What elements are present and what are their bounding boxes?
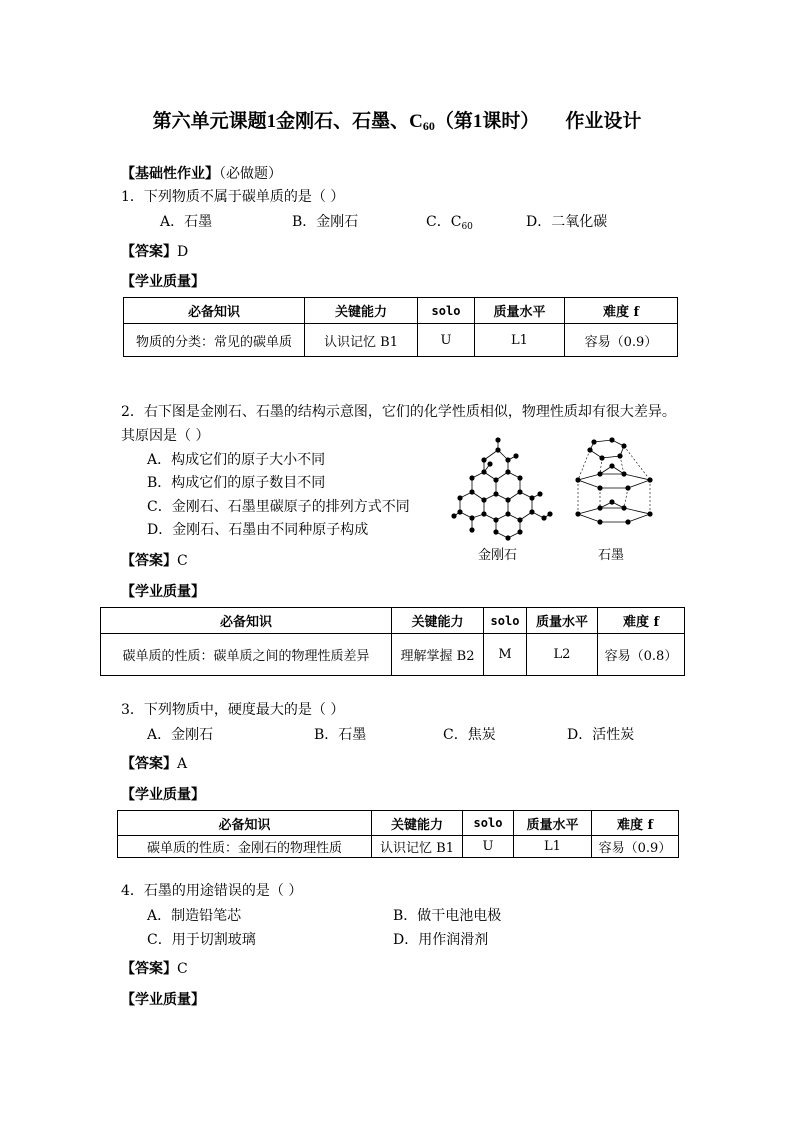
q2-stem-2: 其原因是（ ） xyxy=(121,428,210,444)
cell-solo: M xyxy=(484,634,527,676)
cell-knowledge: 物质的分类：常见的碳单质 xyxy=(124,324,305,357)
table-row xyxy=(118,836,679,858)
q3-option-a: A．金刚石 xyxy=(147,727,214,743)
cell-ability: 理解掌握 B2 xyxy=(392,634,484,676)
col-difficulty: 难度 f xyxy=(592,811,679,836)
cell-difficulty: 容易（0.9） xyxy=(565,324,678,357)
diamond-caption: 金刚石 xyxy=(478,548,518,563)
q3-option-c: C．焦炭 xyxy=(443,727,496,743)
q2-option-d: D．金刚石、石墨由不同种原子构成 xyxy=(147,522,369,538)
q3-quality-table xyxy=(117,810,679,858)
q1-option-a: A．石墨 xyxy=(160,214,213,230)
col-knowledge: 必备知识 xyxy=(118,811,372,836)
cell-level: L2 xyxy=(527,634,598,676)
col-difficulty: 难度 f xyxy=(598,608,685,634)
page-title: 第六单元课题1金刚石、石墨、$C_{60}$（第1课时） 作业设计 xyxy=(152,111,642,133)
q1-option-c: C．$C_{60}$ xyxy=(426,214,473,232)
cell-difficulty: 容易（0.8） xyxy=(598,634,685,676)
q4-stem: 4．石墨的用途错误的是（ ） xyxy=(121,883,303,899)
diamond-structure-figure xyxy=(446,434,556,542)
q2-stem: 2．右下图是金刚石、石墨的结构示意图，它们的化学性质相似，物理性质却有很大差异。 xyxy=(121,404,676,420)
col-difficulty: 难度 f xyxy=(565,298,678,324)
cell-level: L1 xyxy=(514,836,592,858)
col-level: 质量水平 xyxy=(527,608,598,634)
graphite-structure-figure xyxy=(566,436,662,528)
q2-option-a: A．构成它们的原子大小不同 xyxy=(147,452,326,468)
q2-option-c: C．金刚石、石墨里碳原子的排列方式不同 xyxy=(147,499,410,515)
q3-option-d: D．活性炭 xyxy=(567,727,635,743)
q4-option-c: C．用于切割玻璃 xyxy=(147,932,256,948)
cell-solo: U xyxy=(418,324,475,357)
section-heading: 【基础性作业】（必做题） xyxy=(121,166,282,182)
col-level: 质量水平 xyxy=(475,298,565,324)
q1-option-b: B．金刚石 xyxy=(292,214,359,230)
q3-stem: 3．下列物质中，硬度最大的是（ ） xyxy=(121,702,345,718)
q4-quality-label: 【学业质量】 xyxy=(121,992,205,1008)
col-level: 质量水平 xyxy=(514,811,592,836)
col-ability: 关键能力 xyxy=(372,811,463,836)
cell-knowledge: 碳单质的性质：金刚石的物理性质 xyxy=(118,836,372,858)
graphite-caption: 石墨 xyxy=(598,548,625,563)
cell-level: L1 xyxy=(475,324,565,357)
col-ability: 关键能力 xyxy=(305,298,418,324)
q1-quality-label: 【学业质量】 xyxy=(121,274,205,290)
q3-quality-label: 【学业质量】 xyxy=(121,787,205,803)
col-knowledge: 必备知识 xyxy=(124,298,305,324)
q4-option-a: A．制造铅笔芯 xyxy=(147,908,242,924)
col-ability: 关键能力 xyxy=(392,608,484,634)
q4-option-b: B．做干电池电极 xyxy=(393,908,502,924)
cell-ability: 认识记忆 B1 xyxy=(372,836,463,858)
table-row xyxy=(124,324,678,357)
cell-ability: 认识记忆 B1 xyxy=(305,324,418,357)
q2-quality-label: 【学业质量】 xyxy=(121,584,205,600)
col-solo: solo xyxy=(418,298,475,324)
table-row xyxy=(101,634,685,676)
q4-option-d: D．用作润滑剂 xyxy=(393,932,489,948)
q2-option-b: B．构成它们的原子数目不同 xyxy=(147,475,326,491)
q1-answer: 【答案】D xyxy=(121,244,189,260)
col-knowledge: 必备知识 xyxy=(101,608,392,634)
q4-answer: 【答案】C xyxy=(121,961,188,977)
q3-option-b: B．石墨 xyxy=(314,727,367,743)
q1-quality-table xyxy=(123,297,678,357)
col-solo: solo xyxy=(484,608,527,634)
cell-solo: U xyxy=(463,836,514,858)
q1-option-d: D．二氧化碳 xyxy=(526,214,608,230)
cell-difficulty: 容易（0.9） xyxy=(592,836,679,858)
col-solo: solo xyxy=(463,811,514,836)
q1-stem: 1．下列物质不属于碳单质的是（ ） xyxy=(121,189,345,205)
q3-answer: 【答案】A xyxy=(121,756,188,772)
q2-answer: 【答案】C xyxy=(121,553,188,569)
cell-knowledge: 碳单质的性质：碳单质之间的物理性质差异 xyxy=(101,634,392,676)
q2-quality-table xyxy=(100,607,685,676)
